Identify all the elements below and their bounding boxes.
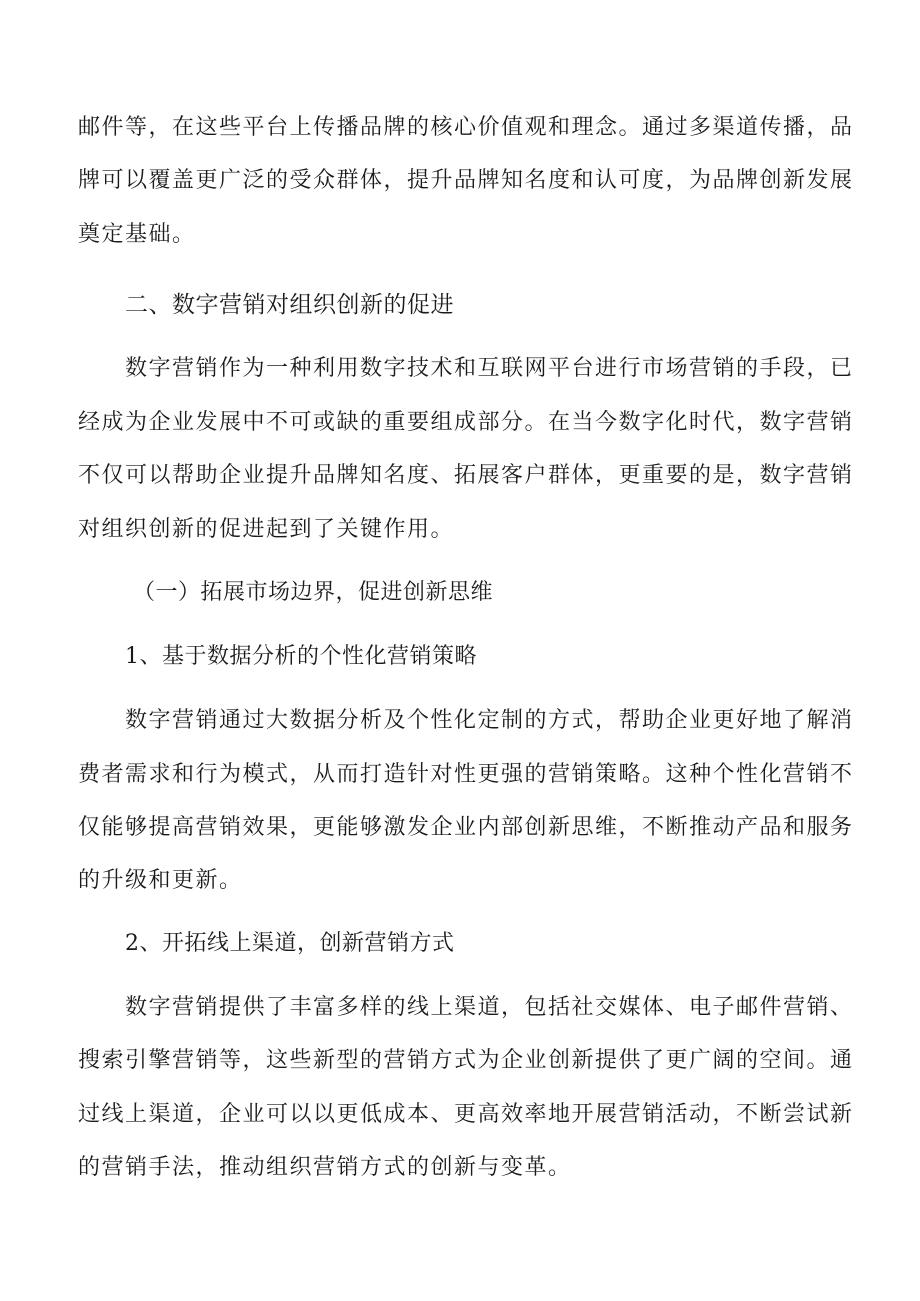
- paragraph-line: 搜索引擎营销等，这些新型的营销方式为企业创新提供了更广阔的空间。通: [78, 1048, 854, 1073]
- paragraph-line: 数字营销作为一种利用数字技术和互联网平台进行市场营销的手段，已: [125, 356, 854, 381]
- item2-heading: 2、开拓线上渠道，创新营销方式: [125, 931, 455, 956]
- paragraph-line: 的营销手法，推动组织营销方式的创新与变革。: [78, 1155, 572, 1180]
- paragraph-line: 对组织创新的促进起到了关键作用。: [78, 517, 455, 542]
- paragraph-line: 数字营销通过大数据分析及个性化定制的方式，帮助企业更好地了解消: [125, 708, 854, 733]
- paragraph-line: 仅能够提高营销效果，更能够激发企业内部创新思维，不断推动产品和服务: [78, 815, 854, 840]
- paragraph-line: 经成为企业发展中不可或缺的重要组成部分。在当今数字化时代，数字营销: [78, 410, 854, 435]
- paragraph-line: 不仅可以帮助企业提升品牌知名度、拓展客户群体，更重要的是，数字营销: [78, 463, 854, 488]
- paragraph-line: 费者需求和行为模式，从而打造针对性更强的营销策略。这种个性化营销不: [78, 762, 854, 787]
- subsection-heading: （一）拓展市场边界，促进创新思维: [133, 580, 494, 605]
- paragraph-line: 牌可以覆盖更广泛的受众群体，提升品牌知名度和认可度，为品牌创新发展: [78, 168, 854, 193]
- paragraph-line: 奠定基础。: [78, 222, 196, 247]
- paragraph-line: 的升级和更新。: [78, 868, 243, 893]
- paragraph-line: 数字营销提供了丰富多样的线上渠道，包括社交媒体、电子邮件营销、: [125, 995, 854, 1020]
- paragraph-line: 过线上渠道，企业可以以更低成本、更高效率地开展营销活动，不断尝试新: [78, 1102, 854, 1127]
- item1-heading: 1、基于数据分析的个性化营销策略: [125, 644, 477, 669]
- section-heading: 二、数字营销对组织创新的促进: [125, 292, 454, 318]
- paragraph-line: 邮件等，在这些平台上传播品牌的核心价值观和理念。通过多渠道传播，品: [78, 115, 854, 140]
